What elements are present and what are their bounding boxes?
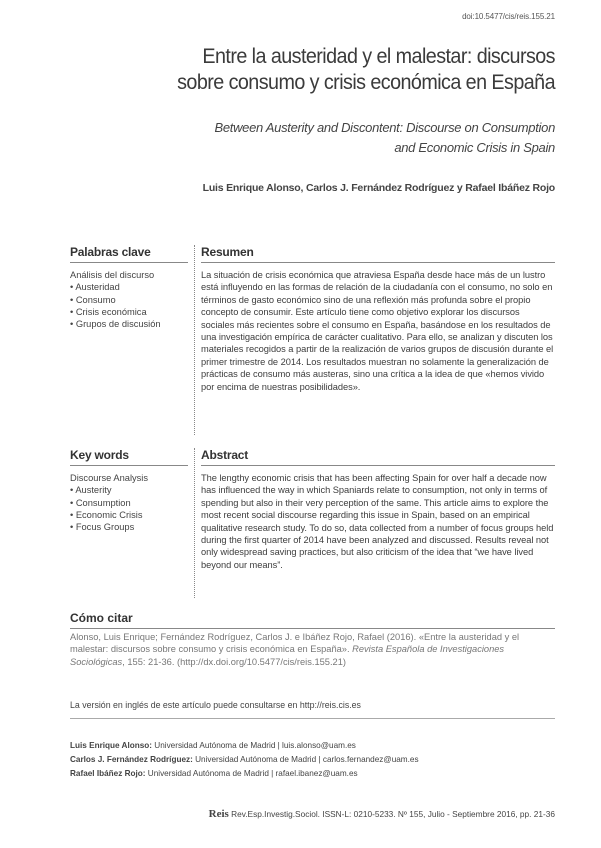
keywords-es-list bbox=[70, 269, 188, 330]
affiliation-name: Rafael Ibáñez Rojo: bbox=[70, 769, 146, 778]
abstract-heading: Abstract bbox=[201, 448, 555, 466]
doi-label: doi:10.5477/cis/reis.155.21 bbox=[462, 12, 555, 21]
reis-logo: Reis bbox=[208, 808, 229, 820]
affiliation-name: Carlos J. Fernández Rodríguez: bbox=[70, 755, 193, 764]
keywords-en-heading: Key words bbox=[70, 448, 188, 466]
affiliation-row bbox=[70, 769, 555, 778]
affiliation-detail: Universidad Autónoma de Madrid | carlos.fernandez@uam.es bbox=[192, 755, 419, 764]
keyword-item: • Consumo bbox=[70, 294, 116, 305]
cite-text-post: , 155: 21-36. (http://dx.doi.org/10.5477/cis/reis.155.21) bbox=[122, 656, 346, 667]
footer-citation: Rev.Esp.Investig.Sociol. ISSN-L: 0210-5233. Nº 155, Julio - Septiembre 2016, pp. 21-36 bbox=[228, 809, 555, 819]
keyword-item: • Austeridad bbox=[70, 282, 120, 293]
abstract-text: The lengthy economic crisis that has been affecting Spain for over half a decade now has influenced the way in which Spaniards relate to consumption, not only in terms of spending but also in their very perception of the same. This article aims to explore the most recent social discourse regarding this issue in Spain, based on an empirical qualitative research study. To do so, data collected from a number of focus groups held during the first quarter of 2014 have been analyzed and discussed. Results reveal not only widespread saving practices, but also criticism of the idea that “we have lived beyond our means”. bbox=[201, 473, 554, 570]
subtitle-line-1: Between Austerity and Discontent: Discourse on Consumption bbox=[214, 120, 555, 135]
cite-journal: Revista Española de Investigaciones Sociológicas bbox=[70, 644, 505, 667]
keywords-en-list bbox=[70, 472, 188, 533]
title-line-1: Entre la austeridad y el malestar: discursos bbox=[202, 45, 555, 68]
resumen-section bbox=[201, 245, 555, 393]
keyword-item: • Crisis económica bbox=[70, 306, 147, 317]
keyword-item: • Consumption bbox=[70, 497, 131, 508]
keyword-item: Análisis del discurso bbox=[70, 270, 155, 280]
keyword-item: • Grupos de discusión bbox=[70, 319, 161, 330]
keywords-es-section bbox=[70, 245, 188, 330]
keyword-item: Discourse Analysis bbox=[70, 473, 149, 483]
keywords-en-section bbox=[70, 448, 188, 533]
english-version-note: La versión en inglés de este artículo puede consultarse en http://reis.cis.es bbox=[70, 700, 555, 719]
keyword-item: • Economic Crisis bbox=[70, 509, 143, 520]
cite-text bbox=[70, 631, 555, 668]
cite-text-pre: Alonso, Luis Enrique; Fernández Rodríguez, Carlos J. e Ibáñez Rojo, Rafael (2016). «Entre la austeridad y el malestar: discursos sobre consumo y crisis económica en España». bbox=[70, 632, 520, 655]
resumen-heading: Resumen bbox=[201, 245, 555, 263]
cite-heading: Cómo citar bbox=[70, 611, 555, 629]
footer bbox=[209, 808, 555, 820]
keywords-es-heading: Palabras clave bbox=[70, 245, 188, 263]
resumen-text: La situación de crisis económica que atraviesa España desde hace más de un lustro está influyendo en las formas de relación de la ciudadanía con el consumo, no solo en términos de gasto económico sino de una reflexión más profunda sobre el propio concepto de consumir. Este artículo tiene como objetivo explorar los discursos sociales más recientes sobre el consumo en España, basándose en los resultados de una investigación empírica de carácter cualitativo. Para ello, se analizan y discuten los materiales recogidos a partir de la realización de varios grupos de discusión durante el primer trimestre de 2014. Los resultados muestran no solamente la generalización de prácticas de consumo más austeras, sino una crítica a la idea de que «hemos vivido por encima de nuestras posibilidades». bbox=[201, 270, 554, 392]
article-subtitle bbox=[95, 118, 555, 158]
column-divider bbox=[194, 448, 195, 598]
affiliation-name: Luis Enrique Alonso: bbox=[70, 741, 153, 750]
affiliation-row bbox=[70, 741, 555, 750]
authors: Luis Enrique Alonso, Carlos J. Fernández Rodríguez y Rafael Ibáñez Rojo bbox=[202, 182, 555, 194]
title-line-2: sobre consumo y crisis económica en España bbox=[177, 71, 555, 94]
column-divider bbox=[194, 245, 195, 435]
affiliation-row bbox=[70, 755, 555, 764]
keyword-item: • Austerity bbox=[70, 485, 112, 496]
affiliation-detail: Universidad Autónoma de Madrid | luis.alonso@uam.es bbox=[152, 741, 356, 750]
keyword-item: • Focus Groups bbox=[70, 522, 135, 533]
abstract-section bbox=[201, 448, 555, 571]
subtitle-line-2: and Economic Crisis in Spain bbox=[394, 140, 555, 155]
affiliation-detail: Universidad Autónoma de Madrid | rafael.ibanez@uam.es bbox=[145, 769, 358, 778]
article-title bbox=[85, 44, 555, 96]
